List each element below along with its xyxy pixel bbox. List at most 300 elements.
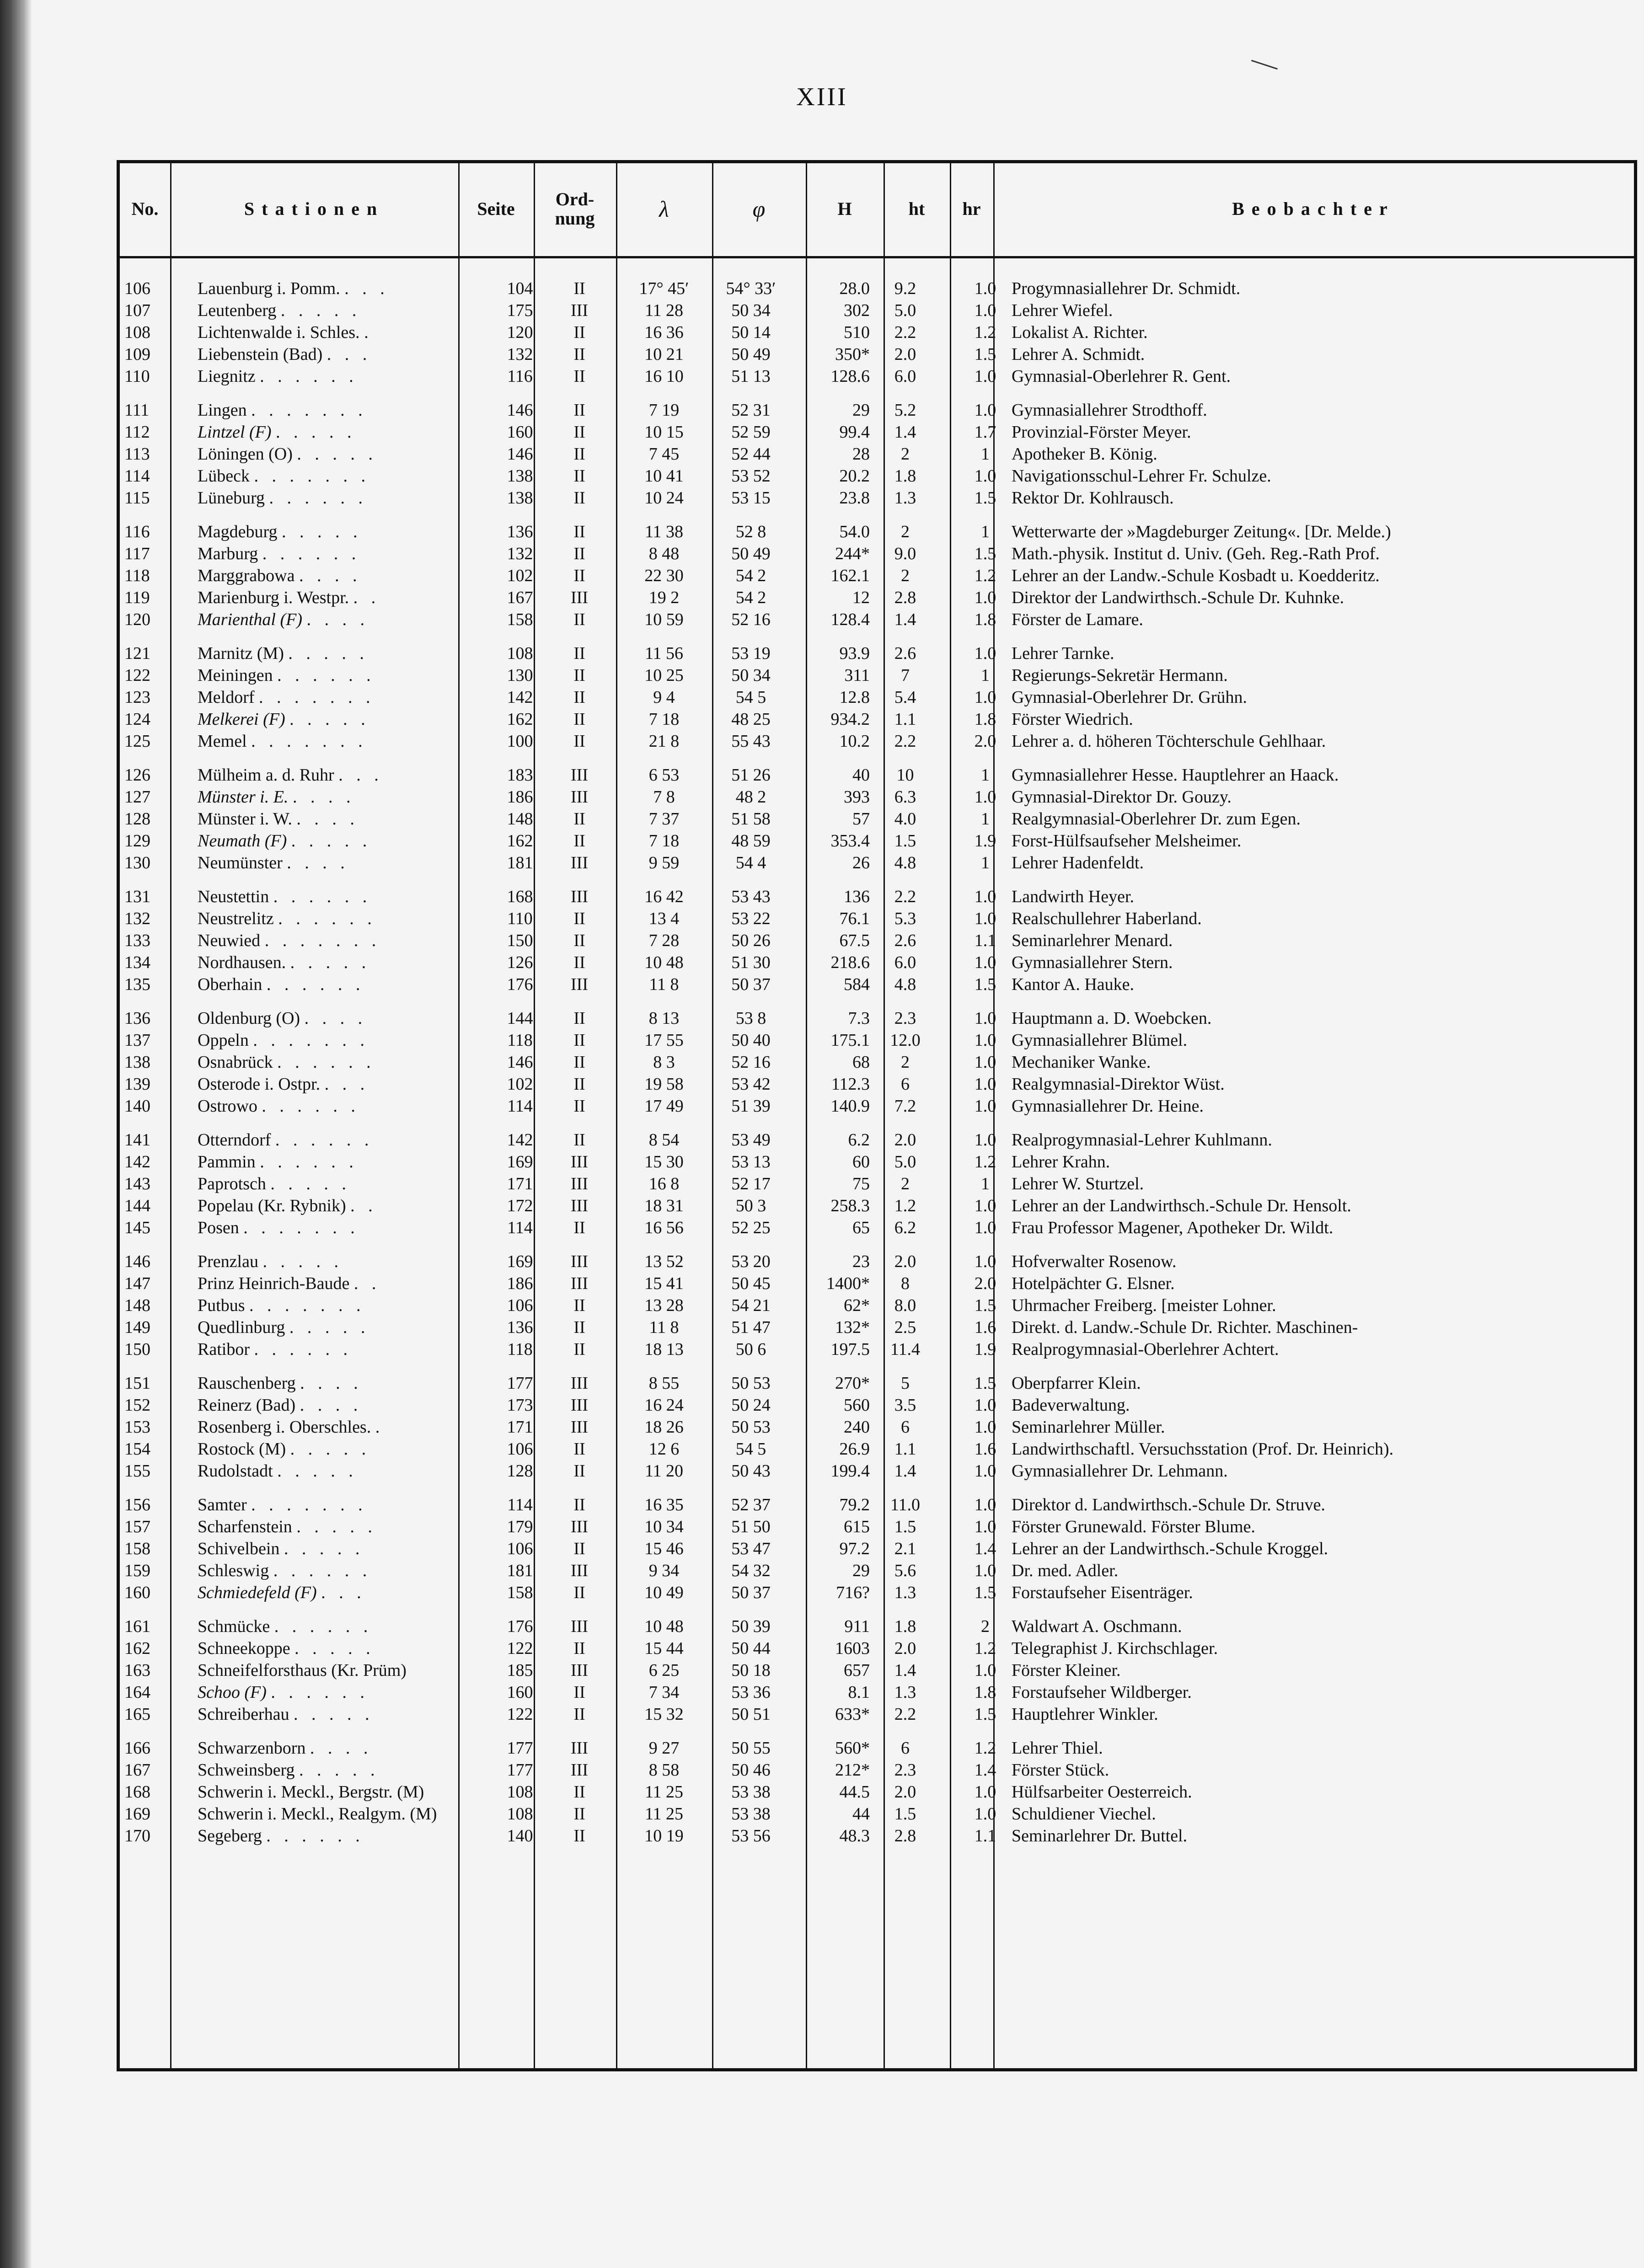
station-number: 167 (124, 1760, 150, 1780)
order-class: II (573, 1340, 585, 1359)
thermometer-height: 1.8 (894, 466, 916, 486)
station-name (198, 1681, 486, 1703)
order-class: III (571, 1661, 588, 1680)
order-class: II (573, 323, 585, 342)
observer: Forst-Hülfsaufseher Melsheimer. (1012, 831, 1242, 850)
observer: Realgymnasial-Direktor Wüst. (1012, 1075, 1225, 1094)
thermometer-height: 6 (901, 1418, 910, 1437)
latitude: 53 43 (731, 887, 771, 906)
order-class: II (573, 1639, 585, 1658)
station-group (120, 764, 1634, 874)
station-name (198, 1151, 486, 1173)
rain-gauge-height: 1.0 (974, 401, 996, 420)
elevation: 28.0 (839, 279, 870, 298)
thermometer-height: 2.0 (894, 345, 916, 364)
latitude: 50 40 (731, 1031, 771, 1050)
station-number: 112 (124, 423, 150, 442)
order-class: III (571, 1738, 588, 1758)
table-row (120, 1029, 1634, 1051)
rain-gauge-height: 1.0 (974, 887, 996, 906)
thermometer-height: 4.8 (894, 853, 916, 872)
observer: Realgymnasial-Oberlehrer Dr. zum Egen. (1012, 809, 1301, 829)
page-ref: 132 (507, 544, 533, 563)
latitude: 48 2 (735, 787, 766, 807)
station-number: 143 (124, 1174, 150, 1193)
station-label: Rauschenberg (198, 1374, 296, 1393)
order-class: III (571, 887, 588, 906)
observer: Realprogymnasial-Lehrer Kuhlmann. (1012, 1130, 1272, 1150)
elevation: 112.3 (831, 1075, 870, 1094)
longitude: 7 8 (653, 787, 675, 807)
order-class: II (573, 710, 585, 729)
page-ref: 136 (507, 1318, 533, 1337)
station-name (198, 1073, 486, 1095)
station-name (198, 1129, 486, 1151)
station-name (198, 952, 486, 974)
elevation: 44 (852, 1804, 870, 1824)
rain-gauge-height: 1.0 (974, 301, 996, 320)
table-row (120, 930, 1634, 952)
order-class: II (573, 1683, 585, 1702)
longitude: 9 34 (648, 1561, 680, 1580)
leader-dots: . . . . (296, 809, 359, 829)
latitude: 50 14 (731, 323, 771, 342)
elevation: 132* (835, 1318, 870, 1337)
latitude: 50 6 (735, 1340, 766, 1359)
leader-dots: . . . . . . (254, 1340, 352, 1359)
station-label: Neumath (F) (198, 831, 287, 850)
table-row (120, 399, 1634, 421)
leader-dots: . . . . (306, 610, 369, 629)
station-number: 116 (124, 522, 150, 541)
leader-dots: . . . . (304, 1009, 367, 1028)
latitude: 53 38 (731, 1782, 771, 1802)
observer: Lehrer an der Landwirthsch.-Schule Dr. Hensolt. (1012, 1196, 1351, 1215)
table-row (120, 1703, 1634, 1725)
page-ref: 108 (507, 644, 533, 663)
observer: Lehrer W. Sturtzel. (1012, 1174, 1144, 1193)
elevation: 76.1 (839, 909, 870, 928)
rain-gauge-height: 1.6 (974, 1439, 996, 1459)
table-row (120, 1659, 1634, 1681)
thermometer-height: 2 (901, 1174, 910, 1193)
thermometer-height: 2.0 (894, 1782, 916, 1802)
elevation: 1603 (835, 1639, 870, 1658)
latitude: 52 25 (731, 1218, 771, 1237)
station-label: Oppeln (198, 1031, 249, 1050)
longitude: 8 13 (648, 1009, 680, 1028)
station-name (198, 587, 486, 609)
station-name (198, 543, 486, 565)
station-label: Meiningen (198, 666, 273, 685)
table-row (120, 1582, 1634, 1604)
thermometer-height: 5.4 (894, 688, 916, 707)
header-beobachter: Beobachter (1232, 198, 1395, 219)
rain-gauge-height: 1.0 (974, 1130, 996, 1150)
thermometer-height: 3.5 (894, 1396, 916, 1415)
longitude: 11 28 (644, 301, 684, 320)
station-table (117, 160, 1637, 2071)
page-ref: 177 (507, 1760, 533, 1780)
rain-gauge-height: 2.0 (974, 732, 996, 751)
longitude: 10 59 (644, 610, 684, 629)
latitude: 48 59 (731, 831, 771, 850)
thermometer-height: 1.4 (894, 1461, 916, 1481)
thermometer-height: 1.1 (894, 1439, 916, 1459)
latitude: 50 34 (731, 666, 771, 685)
thermometer-height: 2.0 (894, 1130, 916, 1150)
order-class: II (573, 1009, 585, 1028)
leader-dots: . . . . (310, 1738, 373, 1758)
observer: Gymnasial-Oberlehrer Dr. Grühn. (1012, 688, 1247, 707)
longitude: 13 52 (644, 1252, 684, 1271)
elevation: 175.1 (830, 1031, 870, 1050)
station-name (198, 1029, 486, 1051)
station-label: Lintzel (F) (198, 423, 272, 442)
station-number: 157 (124, 1517, 150, 1536)
station-number: 110 (124, 367, 150, 386)
order-class: II (573, 1782, 585, 1802)
longitude: 19 2 (648, 588, 680, 607)
elevation: 20.2 (839, 466, 870, 486)
elevation: 911 (844, 1617, 870, 1636)
station-label: Scharfenstein (198, 1517, 292, 1536)
longitude: 11 25 (644, 1782, 684, 1802)
station-name (198, 521, 486, 543)
order-class: II (573, 1439, 585, 1459)
station-number: 119 (124, 588, 150, 607)
page-ref: 114 (507, 1495, 533, 1514)
elevation: 23.8 (839, 488, 870, 508)
station-name (198, 1273, 486, 1294)
longitude: 10 19 (644, 1826, 684, 1845)
observer: Lehrer A. Schmidt. (1012, 345, 1145, 364)
page-ref: 118 (507, 1340, 533, 1359)
header-no: No. (131, 198, 159, 219)
latitude: 53 13 (731, 1152, 771, 1171)
rain-gauge-height: 1 (981, 666, 990, 685)
table-row (120, 300, 1634, 321)
order-class: II (573, 488, 585, 508)
leader-dots: . . . . . . . (243, 1218, 359, 1237)
header-seite: Seite (477, 198, 515, 219)
station-label: Lingen (198, 401, 247, 420)
station-number: 120 (124, 610, 150, 629)
observer: Landwirthschaftl. Versuchsstation (Prof. Dr. Heinrich). (1012, 1439, 1394, 1459)
station-label: Meldorf (198, 688, 255, 707)
station-name (198, 786, 486, 808)
station-number: 108 (124, 323, 150, 342)
page-ref: 106 (507, 1296, 533, 1315)
thermometer-height: 2.8 (894, 588, 916, 607)
page-ref: 160 (507, 1683, 533, 1702)
station-name (198, 908, 486, 930)
longitude: 22 30 (644, 566, 684, 585)
rain-gauge-height: 1.0 (974, 1661, 996, 1680)
latitude: 52 44 (731, 444, 771, 464)
table-row (120, 642, 1634, 664)
table-row (120, 278, 1634, 300)
station-label: Schweinsberg (198, 1760, 295, 1780)
table-row (120, 521, 1634, 543)
page-ref: 108 (507, 1804, 533, 1824)
order-class: II (573, 279, 585, 298)
rain-gauge-height: 1.1 (974, 931, 996, 950)
elevation: 67.5 (839, 931, 870, 950)
longitude: 7 18 (648, 831, 680, 850)
station-number: 161 (124, 1617, 150, 1636)
latitude: 54 21 (731, 1296, 771, 1315)
page-ref: 144 (507, 1009, 533, 1028)
station-name (198, 1372, 486, 1394)
latitude: 53 22 (731, 909, 771, 928)
elevation: 12.8 (839, 688, 870, 707)
observer: Hotelpächter G. Elsner. (1012, 1274, 1175, 1293)
latitude: 52 59 (731, 423, 771, 442)
table-row (120, 1007, 1634, 1029)
thermometer-height: 2.6 (894, 931, 916, 950)
order-class: III (571, 1561, 588, 1580)
rain-gauge-height: 1.5 (974, 544, 996, 563)
station-number: 153 (124, 1418, 150, 1437)
latitude: 52 8 (735, 522, 766, 541)
elevation: 311 (844, 666, 870, 685)
station-name (198, 1251, 486, 1273)
observer: Landwirth Heyer. (1012, 887, 1135, 906)
observer: Math.-physik. Institut d. Univ. (Geh. Reg.-Rath Prof. (1012, 544, 1380, 563)
longitude: 11 56 (644, 644, 684, 663)
station-label: Magdeburg (198, 522, 278, 541)
latitude: 51 13 (731, 367, 771, 386)
station-label: Schneekoppe (198, 1639, 290, 1658)
station-name (198, 609, 486, 631)
leader-dots: . . . (344, 279, 389, 298)
rain-gauge-height: 1.0 (974, 466, 996, 486)
elevation: 258.3 (830, 1196, 870, 1215)
longitude: 16 8 (648, 1174, 680, 1193)
leader-dots: . . . . . (299, 1760, 380, 1780)
station-name (198, 278, 486, 300)
longitude: 7 18 (648, 710, 680, 729)
leader-dots: . . . . . . (266, 1826, 364, 1845)
rain-gauge-height: 1.9 (974, 1340, 996, 1359)
table-row (120, 1494, 1634, 1516)
station-label: Osnabrück (198, 1053, 273, 1072)
station-group (120, 1737, 1634, 1847)
station-name (198, 1173, 486, 1195)
order-class: II (573, 1539, 585, 1558)
leader-dots: . . . . . . (277, 1053, 375, 1072)
observer: Kantor A. Hauke. (1012, 975, 1135, 994)
longitude: 8 48 (648, 544, 680, 563)
table-row (120, 1737, 1634, 1759)
elevation: 65 (852, 1218, 870, 1237)
thermometer-height: 2.2 (894, 323, 916, 342)
rain-gauge-height: 1.8 (974, 610, 996, 629)
leader-dots: . . . . . (277, 1461, 358, 1481)
station-label: Marburg (198, 544, 258, 563)
station-label: Liegnitz (198, 367, 256, 386)
table-row (120, 443, 1634, 465)
station-label: Ostrowo (198, 1097, 257, 1116)
page-ref: 162 (507, 831, 533, 850)
elevation: 12 (852, 588, 870, 607)
observer: Gymnasiallehrer Strodthoff. (1012, 401, 1207, 420)
station-name (198, 465, 486, 487)
thermometer-height: 11.0 (890, 1495, 921, 1514)
observer: Badeverwaltung. (1012, 1396, 1130, 1415)
observer: Gymnasial-Oberlehrer R. Gent. (1012, 367, 1231, 386)
rain-gauge-height: 1.0 (974, 1396, 996, 1415)
rain-gauge-height: 1.0 (974, 1009, 996, 1028)
station-group (120, 399, 1634, 509)
station-name (198, 1294, 486, 1316)
order-class: II (573, 688, 585, 707)
station-number: 140 (124, 1097, 150, 1116)
thermometer-height: 10 (896, 765, 914, 785)
station-name (198, 730, 486, 752)
station-number: 158 (124, 1539, 150, 1558)
thermometer-height: 1.5 (894, 1804, 916, 1824)
elevation: 270* (835, 1374, 870, 1393)
elevation: 8.1 (848, 1683, 870, 1702)
station-label: Schmücke (198, 1617, 270, 1636)
rain-gauge-height: 1.5 (974, 1705, 996, 1724)
longitude: 11 38 (644, 522, 684, 541)
station-number: 165 (124, 1705, 150, 1724)
table-row (120, 1637, 1634, 1659)
page-ref: 181 (507, 853, 533, 872)
leader-dots: . . . . . . (273, 887, 372, 906)
elevation: 75 (852, 1174, 870, 1193)
rain-gauge-height: 1.5 (974, 345, 996, 364)
longitude: 15 44 (644, 1639, 684, 1658)
leader-dots: . . . . . (262, 1252, 343, 1271)
rain-gauge-height: 1.0 (974, 1461, 996, 1481)
thermometer-height: 4.8 (894, 975, 916, 994)
longitude: 6 53 (648, 765, 680, 785)
observer: Gymnasiallehrer Dr. Heine. (1012, 1097, 1204, 1116)
elevation: 199.4 (830, 1461, 870, 1481)
station-name (198, 1659, 486, 1681)
station-name (198, 565, 486, 587)
thermometer-height: 8.0 (894, 1296, 916, 1315)
station-label: Pammin (198, 1152, 256, 1171)
observer: Hülfsarbeiter Oesterreich. (1012, 1782, 1192, 1802)
station-number: 129 (124, 831, 150, 850)
table-row (120, 1173, 1634, 1195)
order-class: II (573, 931, 585, 950)
order-class: III (571, 301, 588, 320)
order-class: II (573, 732, 585, 751)
table-row (120, 664, 1634, 686)
table-row (120, 543, 1634, 565)
page-ref: 120 (507, 323, 533, 342)
page-ref: 116 (507, 367, 533, 386)
longitude: 7 45 (648, 444, 680, 464)
table-row (120, 421, 1634, 443)
station-number: 131 (124, 887, 150, 906)
page-ref: 160 (507, 423, 533, 442)
thermometer-height: 2 (901, 444, 910, 464)
observer: Dr. med. Adler. (1012, 1561, 1119, 1580)
order-class: II (573, 444, 585, 464)
latitude: 51 39 (731, 1097, 771, 1116)
station-number: 122 (124, 666, 150, 685)
page-ref: 183 (507, 765, 533, 785)
rain-gauge-height: 1.0 (974, 1196, 996, 1215)
thermometer-height: 4.0 (894, 809, 916, 829)
longitude: 6 25 (648, 1661, 680, 1680)
elevation: 128.4 (830, 610, 870, 629)
longitude: 7 28 (648, 931, 680, 950)
station-number: 109 (124, 345, 150, 364)
latitude: 50 18 (731, 1661, 771, 1680)
page-number: XIII (796, 83, 848, 111)
elevation: 60 (852, 1152, 870, 1171)
rain-gauge-height: 1.0 (974, 279, 996, 298)
rain-gauge-height: 1.0 (974, 953, 996, 972)
leader-dots: . . . . . . . (254, 466, 370, 486)
observer: Lehrer Wiefel. (1012, 301, 1113, 320)
station-name (198, 1438, 486, 1460)
station-number: 148 (124, 1296, 150, 1315)
longitude: 16 35 (644, 1495, 684, 1514)
latitude: 53 49 (731, 1130, 771, 1150)
table-row (120, 830, 1634, 852)
elevation: 128.6 (830, 367, 870, 386)
elevation: 393 (844, 787, 870, 807)
station-number: 135 (124, 975, 150, 994)
elevation: 7.3 (848, 1009, 870, 1028)
rain-gauge-height: 1.0 (974, 1782, 996, 1802)
order-class: III (571, 1617, 588, 1636)
station-group (120, 886, 1634, 995)
elevation: 353.4 (830, 831, 870, 850)
elevation: 136 (844, 887, 870, 906)
page-ref: 142 (507, 1130, 533, 1150)
header-ht: ht (908, 198, 925, 219)
latitude: 54° 33′ (726, 279, 776, 298)
page-ref: 136 (507, 522, 533, 541)
longitude: 10 25 (644, 666, 684, 685)
rain-gauge-height: 1.0 (974, 644, 996, 663)
thermometer-height: 2.8 (894, 1826, 916, 1845)
page-ref: 173 (507, 1396, 533, 1415)
station-name (198, 686, 486, 708)
leader-dots: . . . . . . . (251, 1495, 367, 1514)
station-number: 169 (124, 1804, 150, 1824)
latitude: 53 42 (731, 1075, 771, 1094)
station-name (198, 1703, 486, 1725)
station-number: 160 (124, 1583, 150, 1602)
order-class: II (573, 566, 585, 585)
station-label: Memel (198, 732, 247, 751)
thermometer-height: 1.4 (894, 1661, 916, 1680)
observer: Lehrer a. d. höheren Töchterschule Gehlhaar. (1012, 732, 1326, 751)
station-name (198, 1538, 486, 1560)
observer: Gymnasial-Direktor Dr. Gouzy. (1012, 787, 1232, 807)
observer: Förster de Lamare. (1012, 610, 1144, 629)
table-row (120, 1051, 1634, 1073)
order-class: II (573, 644, 585, 663)
elevation: 26 (852, 853, 870, 872)
rain-gauge-height: 1.5 (974, 1374, 996, 1393)
station-label: Marienburg i. Westpr. (198, 588, 349, 607)
longitude: 16 24 (644, 1396, 684, 1415)
station-number: 114 (124, 466, 150, 486)
page-ref: 169 (507, 1252, 533, 1271)
